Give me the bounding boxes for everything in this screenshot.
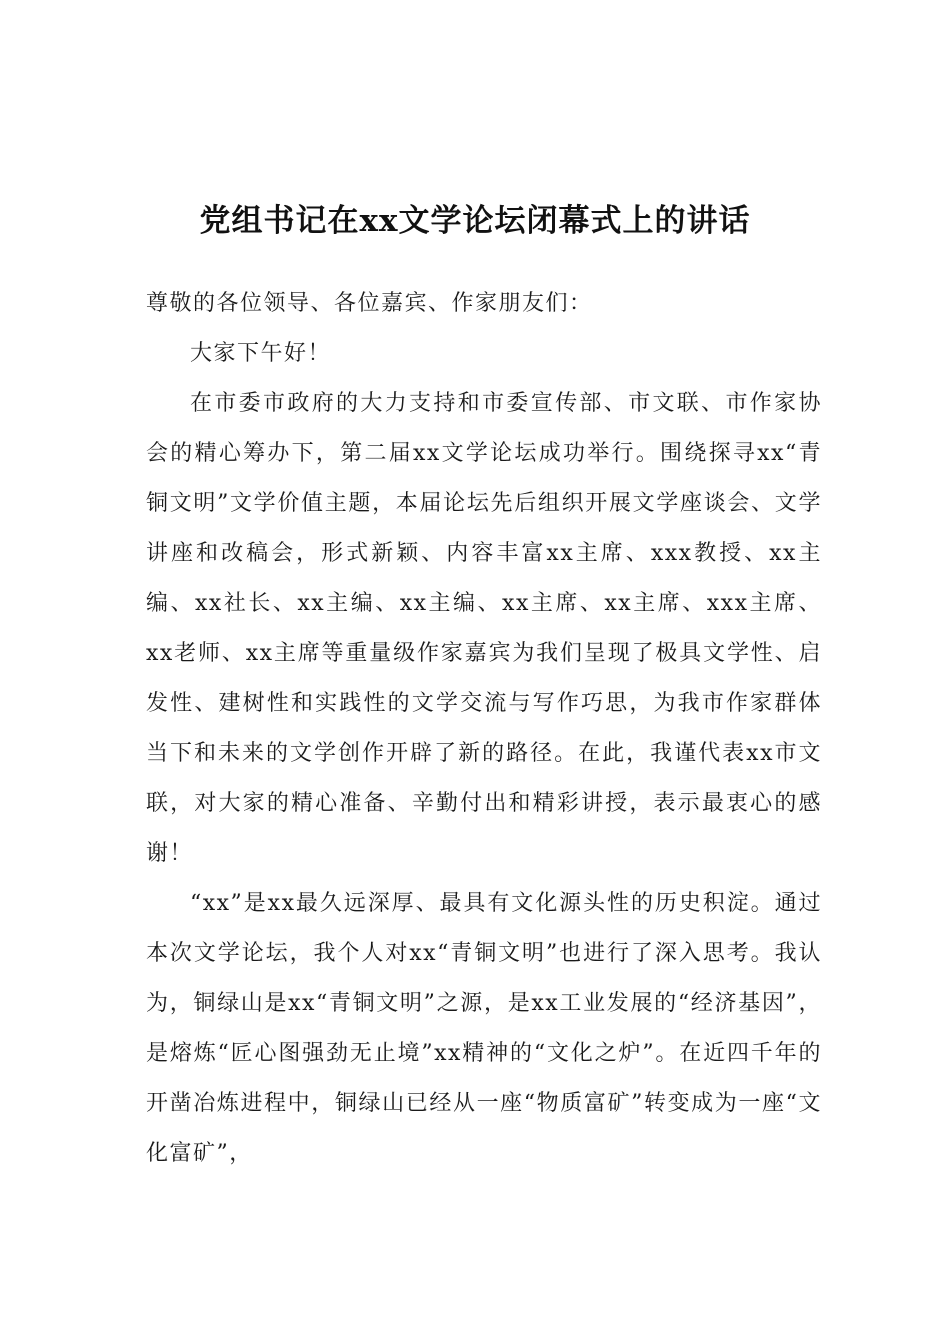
paragraph: 在市委市政府的大力支持和市委宣传部、市文联、市作家协会的精心筹办下，第二届xx文学论坛成功举行。围绕探寻xx“青铜文明”文学价值主题，本届论坛先后组织开展文学座谈会、文学讲座和改稿会，形式新颖、内容丰富xx主席、xxx教授、xx主编、xx社长、xx主编、xx主编、xx主席、xx主席、xxx主席、xx老师、xx主席等重量级作家嘉宾为我们呈现了极具文学性、启发性、建树性和实践性的文学交流与写作巧思，为我市作家群体当下和未来的文学创作开辟了新的路径。在此，我谨代表xx市文联，对大家的精心准备、辛勤付出和精彩讲授，表示最衷心的感谢！ [146, 391, 822, 866]
salutation: 尊敬的各位领导、各位嘉宾、作家朋友们： [146, 291, 593, 316]
document-body [146, 279, 822, 1179]
paragraph: “xx”是xx最久远深厚、最具有文化源头性的历史积淀。通过本次文学论坛，我个人对xx“青铜文明”也进行了深入思考。我认为，铜绿山是xx“青铜文明”之源，是xx工业发展的“经济基因”，是熔炼“匠心图强劲无止境”xx精神的“文化之炉”。在近四千年的开凿冶炼进程中，铜绿山已经从一座“物质富矿”转变成为一座“文化富矿”， [146, 891, 822, 1166]
paragraph-greeting: 大家下午好！ [190, 341, 332, 366]
document-title: 党组书记在xx文学论坛闭幕式上的讲话 [199, 202, 751, 239]
